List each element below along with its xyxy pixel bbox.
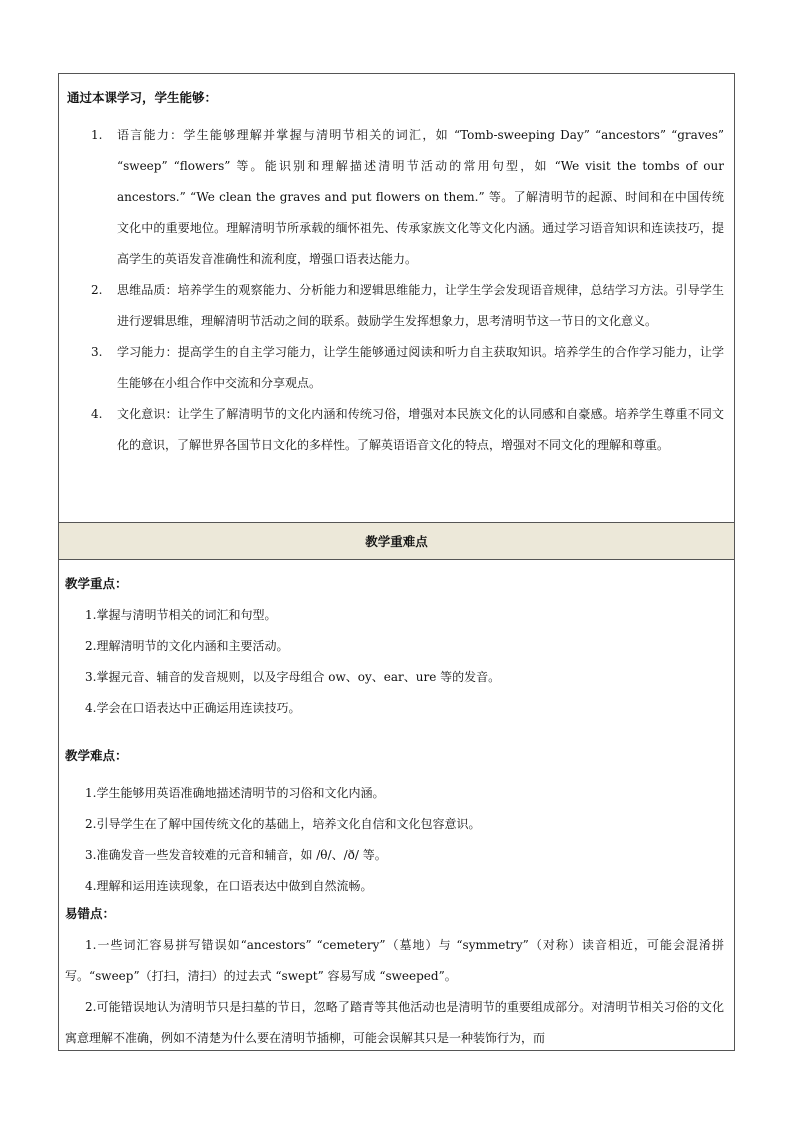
error-point: 1.一些词汇容易拼写错误如“ancestors” “cemetery”（墓地）与 “symmetry”（对称）读音相近，可能会混淆拼写。“sweep”（打扫，清扫）的过去式 “swept” 容易写成 “sweeped”。 (65, 938, 724, 983)
error-point: 2.可能错误地认为清明节只是扫墓的节日，忽略了踏青等其他活动也是清明节的重要组成部分。对清明节相关习俗的文化寓意理解不准确，例如不清楚为什么要在清明节插柳，可能会误解其只是一种装饰行为，而 (65, 1000, 724, 1045)
section-title: 教学重难点 (365, 534, 428, 549)
key-difficult-section (59, 560, 734, 1050)
objectives-section (59, 74, 734, 523)
objective-text: 学习能力：提高学生的自主学习能力，让学生能够通过阅读和听力自主获取知识。培养学生的合作学习能力，让学生能够在小组合作中交流和分享观点。 (117, 345, 724, 390)
difficult-point: 3.准确发音一些发音较难的元音和辅音，如 /θ/、/ð/ 等。 (85, 848, 387, 862)
objective-item (67, 337, 724, 399)
lesson-plan-table (58, 73, 735, 1051)
objective-number: 3. (91, 345, 103, 359)
objective-item (67, 275, 724, 337)
key-point: 3.掌握元音、辅音的发音规则，以及字母组合 ow、oy、ear、ure 等的发音。 (85, 670, 501, 684)
objectives-list (67, 120, 724, 461)
difficult-point: 1.学生能够用英语准确地描述清明节的习俗和文化内涵。 (85, 786, 385, 800)
difficult-points-heading: 教学难点： (65, 748, 128, 763)
objective-item (67, 120, 724, 275)
objectives-intro: 通过本课学习，学生能够： (67, 90, 218, 105)
objective-number: 2. (91, 283, 103, 297)
objective-text: 文化意识：让学生了解清明节的文化内涵和传统习俗，增强对本民族文化的认同感和自豪感。培养学生尊重不同文化的意识，了解世界各国节日文化的多样性。了解英语语音文化的特点，增强对不同文化的理解和尊重。 (117, 407, 724, 452)
objective-item (67, 399, 724, 461)
error-points-heading: 易错点： (65, 906, 116, 921)
objective-text: 语言能力：学生能够理解并掌握与清明节相关的词汇，如 “Tomb-sweeping Day” “ancestors” “graves” “sweep” “flowers” 等。能识别和理解描述清明节活动的常用句型，如 “We visit the tombs of our ancestors.” “We clean the graves and put flowers on them.” 等。了解清明节的起源、时间和在中国传统文化中的重要地位。理解清明节所承载的缅怀祖先、传承家族文化等文化内涵。通过学习语音知识和连读技巧，提高学生的英语发音准确性和流利度，增强口语表达能力。 (117, 128, 724, 266)
key-point: 2.理解清明节的文化内涵和主要活动。 (85, 639, 289, 653)
section-header-row (59, 523, 734, 560)
objective-text: 思维品质：培养学生的观察能力、分析能力和逻辑思维能力，让学生学会发现语音规律，总结学习方法。引导学生进行逻辑思维，理解清明节活动之间的联系。鼓励学生发挥想象力，思考清明节这一节日的文化意义。 (117, 283, 724, 328)
difficult-point: 4.理解和运用连读现象，在口语表达中做到自然流畅。 (85, 879, 373, 893)
key-point: 4.学会在口语表达中正确运用连读技巧。 (85, 701, 301, 715)
difficult-point: 2.引导学生在了解中国传统文化的基础上，培养文化自信和文化包容意识。 (85, 817, 481, 831)
key-points-heading: 教学重点： (65, 576, 128, 591)
key-point: 1.掌握与清明节相关的词汇和句型。 (85, 608, 277, 622)
objective-number: 1. (91, 128, 103, 142)
objective-number: 4. (91, 407, 103, 421)
